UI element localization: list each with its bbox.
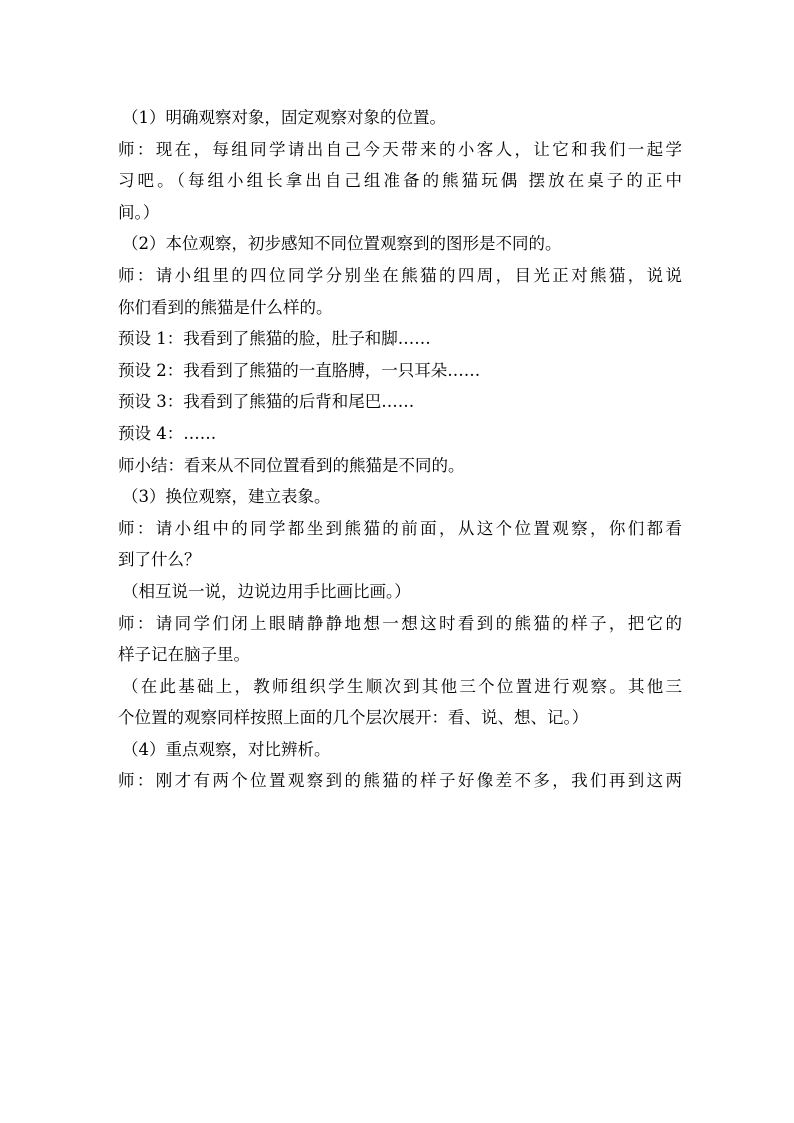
text-line: 习吧。（每组小组长拿出自己组准备的熊猫玩偶 摆放在桌子的正中 bbox=[118, 171, 682, 191]
text-line: （在此基础上，教师组织学生顺次到其他三个位置进行观察。其他三 bbox=[122, 676, 682, 696]
text-line: 到了什么？ bbox=[118, 550, 201, 570]
text-line: （1）明确观察对象，固定观察对象的位置。 bbox=[122, 108, 446, 127]
text-line: （4）重点观察，对比辨析。 bbox=[122, 739, 331, 759]
text-line: 师：刚才有两个位置观察到的熊猫的样子好像差不多，我们再到这两 bbox=[118, 771, 682, 791]
text-line: 师：请小组里的四位同学分别坐在熊猫的四周，目光正对熊猫，说说 bbox=[118, 265, 682, 285]
text-line: （3）换位观察，建立表象。 bbox=[122, 487, 331, 507]
text-line: 师小结：看来从不同位置看到的熊猫是不同的。 bbox=[118, 455, 465, 475]
text-line: 你们看到的熊猫是什么样的。 bbox=[118, 297, 333, 317]
text-line: 预设 3：我看到了熊猫的后背和尾巴…… bbox=[118, 392, 415, 412]
text-line: （相互说一说，边说边用手比画比画。） bbox=[122, 581, 411, 601]
text-line: 预设 2：我看到了熊猫的一直胳膊，一只耳朵…… bbox=[118, 360, 481, 380]
text-line: 预设 4：…… bbox=[118, 423, 217, 443]
text-line: 预设 1：我看到了熊猫的脸，肚子和脚…… bbox=[118, 329, 431, 349]
document-page bbox=[118, 102, 682, 797]
text-line: 师：请同学们闭上眼睛静静地想一想这时看到的熊猫的样子，把它的 bbox=[118, 613, 682, 633]
text-line: 师：现在，每组同学请出自己今天带来的小客人，让它和我们一起学 bbox=[118, 139, 682, 159]
text-line: 样子记在脑子里。 bbox=[118, 645, 250, 665]
text-line: 间。） bbox=[118, 202, 160, 222]
text-line: 个位置的观察同样按照上面的几个层次展开：看、说、想、记。） bbox=[118, 708, 589, 728]
text-line: （2）本位观察，初步感知不同位置观察到的图形是不同的。 bbox=[122, 234, 562, 254]
text-line: 师：请小组中的同学都坐到熊猫的前面，从这个位置观察，你们都看 bbox=[118, 518, 682, 538]
